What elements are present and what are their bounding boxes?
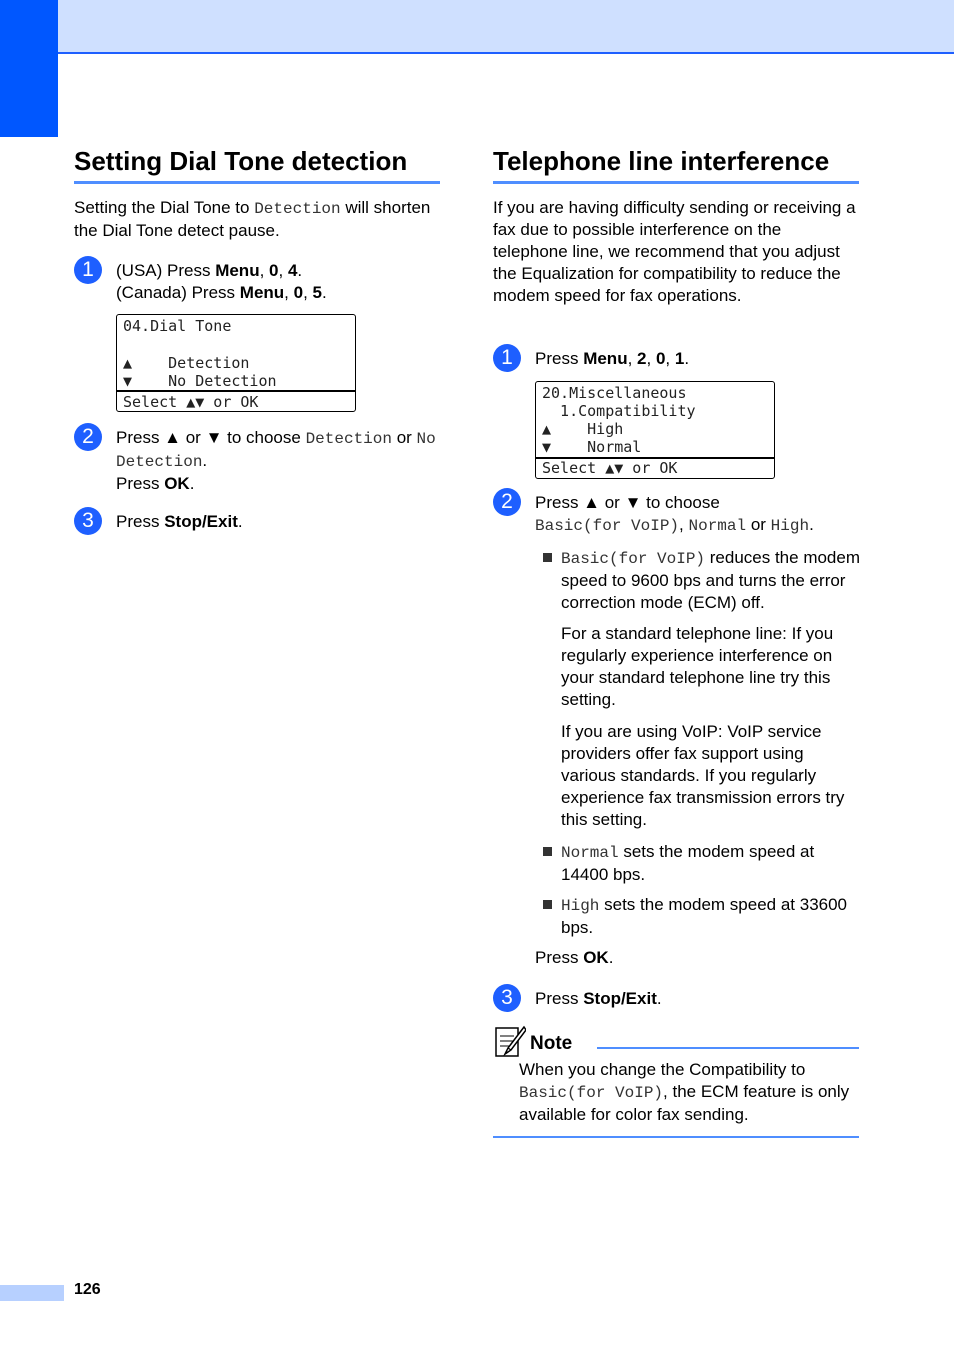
- step-3-text: [116, 511, 446, 533]
- bullet-high: [561, 894, 861, 939]
- lcd-row: ▼ Normal: [542, 438, 642, 456]
- sep: .: [237, 512, 243, 531]
- lcd-row: 1.Compatibility: [542, 402, 696, 420]
- bullet-marker: [543, 900, 552, 909]
- step-number-2: 2: [74, 423, 102, 451]
- step-number-3: 3: [74, 507, 102, 535]
- lcd-display-compatibility: [535, 381, 775, 479]
- key: 2: [637, 349, 647, 368]
- lcd-row: Select ▲▼ or OK: [123, 393, 259, 411]
- note-bottom-rule: [493, 1136, 859, 1138]
- section-title-line-interference: Telephone line interference: [493, 146, 830, 176]
- lcd-row: ▼ No Detection: [123, 372, 277, 390]
- sep: ,: [303, 283, 313, 302]
- step-text: Press ▲ or ▼ to choose: [116, 428, 306, 447]
- key: 1: [674, 349, 685, 368]
- para-standard-line: For a standard telephone line: If you regularly experience interference on your standard telephone line try this setting.: [561, 624, 834, 709]
- bullet-text: sets the modem speed at 14400 bps.: [561, 842, 815, 884]
- step-number-2: 2: [493, 488, 521, 516]
- sep: ,: [259, 261, 270, 280]
- step-text: or: [746, 515, 771, 534]
- lcd-row: ▲ Detection: [123, 354, 250, 372]
- step-text: Press: [116, 512, 165, 531]
- lcd-row: 04.Dial Tone: [123, 317, 232, 335]
- step-text: Press: [116, 474, 165, 493]
- bullet-normal: [561, 841, 861, 886]
- sep: ,: [284, 283, 294, 302]
- ok-key: OK: [164, 474, 190, 493]
- sep: ,: [665, 349, 675, 368]
- title-underline: [493, 181, 859, 184]
- step-1-text: [116, 260, 446, 304]
- step-2-text: [116, 427, 446, 495]
- note-body: When you change the Compatibility to: [519, 1060, 806, 1079]
- intro-text: Setting the Dial Tone to: [74, 198, 255, 217]
- lcd-row: 20.Miscellaneous: [542, 384, 687, 402]
- sep: .: [189, 474, 195, 493]
- sep: .: [297, 261, 303, 280]
- para-voip: If you are using VoIP: VoIP service providers offer fax support using various standards. If you regularly experience fax transmission errors try this setting.: [561, 722, 845, 829]
- sep: ,: [679, 515, 689, 534]
- press-ok-text: [535, 947, 835, 969]
- header-bar: [0, 0, 954, 54]
- step-text: (Canada) Press: [116, 283, 240, 302]
- step-text: Press: [535, 948, 584, 967]
- chapter-tab: [0, 0, 58, 137]
- note-body: , the ECM feature is only available for color fax sending.: [519, 1082, 850, 1124]
- lcd-separator: [117, 390, 355, 392]
- code-text: Basic(for VoIP): [535, 517, 680, 535]
- step-2-text: [535, 492, 865, 537]
- note-top-rule: [597, 1047, 859, 1049]
- menu-key: Menu: [583, 349, 628, 368]
- menu-key: Menu: [215, 261, 260, 280]
- intro-paragraph: If you are having difficulty sending or receiving a fax due to possible interference on the telephone line, we recommend that you adjust the Equalization for compatibility to reduce the modem speed for fax operations.: [493, 198, 856, 305]
- key: 0: [269, 261, 279, 280]
- bullet-text: sets the modem speed at 33600 bps.: [561, 895, 848, 937]
- note-text: [519, 1059, 859, 1126]
- section-title-dial-tone: Setting Dial Tone detection: [74, 146, 408, 176]
- sep: .: [608, 948, 614, 967]
- step-text: Press: [535, 349, 584, 368]
- code-text: Detection: [305, 430, 392, 448]
- step-text: (USA) Press: [116, 261, 216, 280]
- bullet-text: reduces the modem speed to 9600 bps and turns the error correction mode (ECM) off.: [561, 548, 860, 612]
- bullet-basic-voip: [561, 547, 861, 614]
- key: 4: [287, 261, 298, 280]
- bullet-marker: [543, 553, 552, 562]
- sep: .: [656, 989, 662, 1008]
- note-title: Note: [530, 1033, 573, 1054]
- code-text: High: [561, 897, 600, 915]
- key: 0: [655, 349, 666, 368]
- step-number-3: 3: [493, 984, 521, 1012]
- key: 0: [293, 283, 304, 302]
- sep: .: [809, 515, 814, 534]
- stop-exit-key: Stop/Exit: [583, 989, 657, 1008]
- intro-paragraph: [74, 197, 440, 242]
- step-1-text: [535, 348, 855, 370]
- step-text: or: [391, 428, 417, 447]
- sep: ,: [627, 349, 638, 368]
- bullet-marker: [543, 847, 552, 856]
- lcd-display-dial-tone: [116, 314, 356, 412]
- title-underline: [74, 181, 440, 184]
- code-text: No Detection: [116, 430, 436, 471]
- step-3-text: [535, 988, 835, 1010]
- page-number: 126: [74, 1281, 101, 1298]
- footer-bar: [0, 1285, 64, 1301]
- sep: .: [684, 349, 690, 368]
- sep: .: [202, 451, 208, 470]
- key: 5: [312, 283, 323, 302]
- step-number-1: 1: [493, 344, 521, 372]
- intro-code: Detection: [254, 200, 341, 218]
- sep: .: [322, 283, 327, 302]
- step-text: Press ▲ or ▼ to choose: [535, 493, 720, 512]
- code-text: High: [770, 517, 810, 535]
- stop-exit-key: Stop/Exit: [164, 512, 238, 531]
- sep: ,: [278, 261, 288, 280]
- code-text: Normal: [688, 517, 747, 535]
- code-text: Basic(for VoIP): [519, 1084, 664, 1102]
- intro-text-end: will shorten the Dial Tone detect pause.: [74, 198, 431, 240]
- step-number-1: 1: [74, 256, 102, 284]
- sep: ,: [646, 349, 656, 368]
- lcd-row: Select ▲▼ or OK: [542, 459, 678, 477]
- menu-key: Menu: [239, 283, 285, 302]
- code-text: Normal: [561, 844, 619, 862]
- note-pencil-icon: [494, 1024, 526, 1058]
- ok-key: OK: [583, 948, 609, 967]
- step-text: Press: [535, 989, 584, 1008]
- code-text: Basic(for VoIP): [561, 550, 706, 568]
- lcd-row: ▲ High: [542, 420, 624, 438]
